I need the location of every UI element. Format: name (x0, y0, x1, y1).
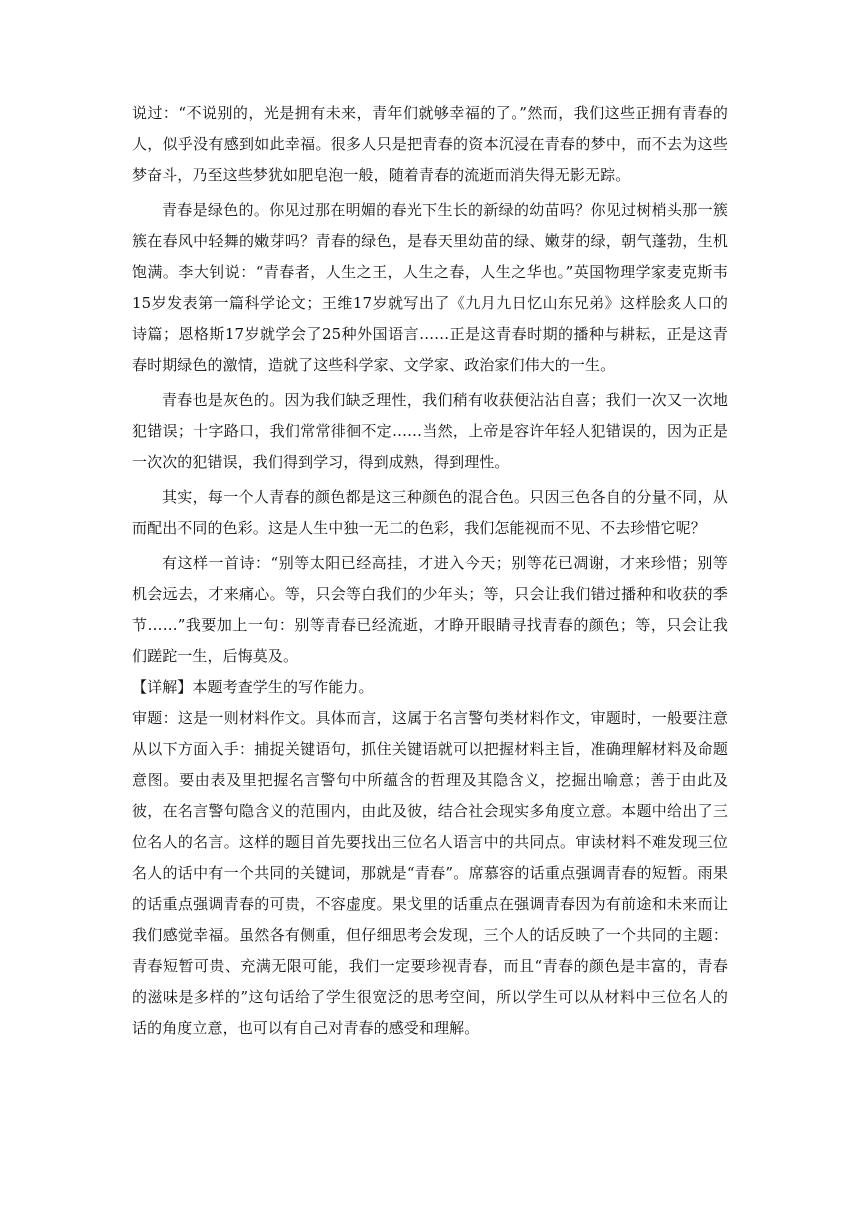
analysis-body: 审题：这是一则材料作文。具体而言，这属于名言警句类材料作文，审题时，一般要注意从以下方面入手：捕捉关键语句，抓住关键语就可以把握材料主旨，准确理解材料及命题意图。要由表及里把握名言警句中所蕴含的哲理及其隐含义，挖掘出喻意；善于由此及彼，在名言警句隐含义的范围内，由此及彼，结合社会现实多角度立意。本题中给出了三位名人的名言。这样的题目首先要找出三位名人语言中的共同点。审读材料不难发现三位名人的话中有一个共同的关键词，那就是“青春”。席慕容的话重点强调青春的短暂。雨果的话重点强调青春的可贵，不容虚度。果戈里的话重点在强调青春因为有前途和未来而让我们感觉幸福。虽然各有侧重，但仔细思考会发现，三个人的话反映了一个共同的主题：青春短暂可贵、充满无限可能，我们一定要珍视青春，而且“青春的颜色是丰富的，青春的滋味是多样的”这句话给了学生很宽泛的思考空间，所以学生可以从材料中三位名人的话的角度立意，也可以有自己对青春的感受和理解。 (132, 709, 728, 1037)
essay-paragraph-3: 青春也是灰色的。因为我们缺乏理性，我们稍有收获便沾沾自喜；我们一次又一次地犯错误；十字路口，我们常常徘徊不定……当然，上帝是容许年轻人犯错误的，因为正是一次次的犯错误，我们得到学习，得到成熟，得到理性。 (132, 391, 728, 471)
essay-paragraph-2: 青春是绿色的。你见过那在明媚的春光下生长的新绿的幼苗吗？你见过树梢头那一簇簇在春风中轻舞的嫩芽吗？青春的绿色，是春天里幼苗的绿、嫩芽的绿，朝气蓬勃，生机饱满。李大钊说：“青春者，人生之王，人生之春，人生之华也。”英国物理学家麦克斯韦15岁发表第一篇科学论文；王维17岁就写出了《九月九日忆山东兄弟》这样脍炙人口的诗篇；恩格斯17岁就学会了25种外国语言……正是这青春时期的播种与耕耘，正是这青春时期绿色的激情，造就了这些科学家、文学家、政治家们伟大的一生。 (132, 201, 728, 374)
document-page (132, 98, 728, 1044)
essay-paragraph-4: 其实，每一个人青春的颜色都是这三种颜色的混合色。只因三色各自的分量不同，从而配出不同的色彩。这是人生中独一无二的色彩，我们怎能视而不见、不去珍惜它呢？ (132, 488, 728, 537)
essay-paragraph-5: 有这样一首诗：“别等太阳已经高挂，才进入今天；别等花已凋谢，才来珍惜；别等机会远去，才来痛心。等，只会等白我们的少年头；等，只会让我们错过播种和收获的季节……”我要加上一句：别等青春已经流逝，才睁开眼睛寻找青春的颜色；等，只会让我们蹉跎一生，后悔莫及。 (132, 554, 728, 665)
analysis-heading: 【详解】本题考查学生的写作能力。 (132, 678, 374, 696)
essay-paragraph-1: 说过：“不说别的，光是拥有未来，青年们就够幸福的了。”然而，我们这些正拥有青春的人，似乎没有感到如此幸福。很多人只是把青春的资本沉浸在青春的梦中，而不去为这些梦奋斗，乃至这些梦犹如肥皂泡一般，随着青春的流逝而消失得无影无踪。 (132, 104, 728, 184)
